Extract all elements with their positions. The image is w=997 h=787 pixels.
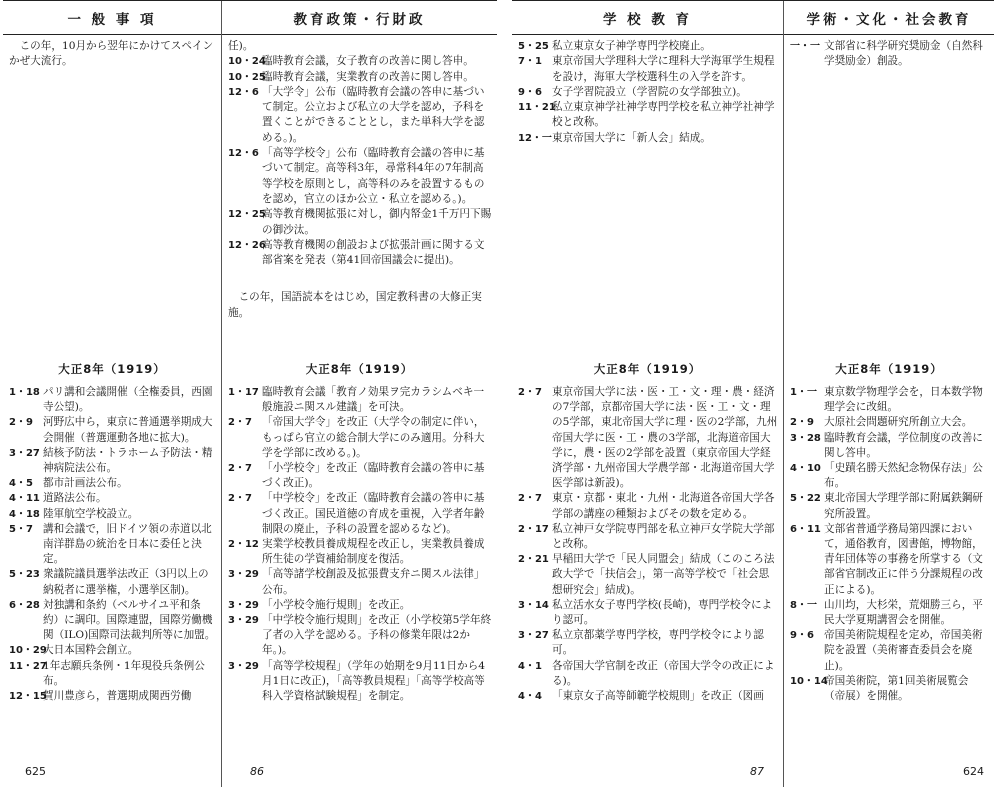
year-heading: 大正8年（1919） <box>835 362 943 376</box>
entry-date: 12・26 <box>228 239 266 251</box>
entry-text: 臨時教育会議，女子教育の改善に関し答申。 <box>262 55 474 68</box>
entry-date: 3・28 <box>790 432 821 444</box>
entry-text: 東京・京都・東北・九州・北海道各帝国大学各学部の講座の種類およびその数を定める。 <box>552 492 775 520</box>
chronology-entry <box>790 674 989 704</box>
chronology-entry <box>518 39 778 54</box>
entry-date: 2・9 <box>9 417 33 429</box>
entry-text: 「中学校令」を改正（臨時教育会議の答申に基づく改正。国民道徳の育成を重視，入学者年齢制限の廃止，予科の設置を認めるなど)。 <box>262 492 485 535</box>
chronology-entry <box>518 385 778 491</box>
entry-date: 5・22 <box>790 493 821 505</box>
entry-text: 対独講和条約（ベルサイユ平和条約）に調印。国際連盟，国際労働機関（ILO)国際司法裁判所等に加盟。 <box>43 598 216 642</box>
chronology-entry <box>790 461 989 491</box>
entry-text: 「中学校令施行規則」を改正（小学校第5学年終了者の入学を認める。予科の修業年限は2か年。)。 <box>262 614 492 657</box>
chronology-entry <box>518 689 778 704</box>
entry-date: 1・一 <box>790 387 817 398</box>
entry-text: 帝国美術院規程を定め，帝国美術院を設置（美術審査委員会を廃止)。 <box>824 629 983 672</box>
chronology-entry <box>9 522 216 568</box>
entry-text: 道路法公布。 <box>43 492 107 505</box>
chronology-entry <box>228 491 492 537</box>
upper-entries <box>222 35 497 321</box>
entry-date: 2・9 <box>790 417 814 429</box>
chronology-entry <box>9 446 216 476</box>
chronology-entry <box>228 207 492 238</box>
entry-date: 2・17 <box>518 523 549 535</box>
entry-date: 6・11 <box>790 523 821 535</box>
entry-text: 実業学校教員養成規程を改正し，実業教員養成所生徒の学資補給制度を復活。 <box>262 538 485 566</box>
entry-date: 2・7 <box>518 387 542 398</box>
entry-text: 帝国美術院，第1回美術展覧会（帝展）を開催。 <box>824 674 969 703</box>
page-number: 87 <box>750 765 764 778</box>
column-header: 学 校 教 育 <box>512 1 783 35</box>
entry-text: 高等教育機関の創設および拡張計画に関する文部省案を発表（第41回帝国議会に提出)。 <box>262 238 485 267</box>
entry-date: 2・7 <box>228 417 252 429</box>
chronology-entry <box>9 598 216 644</box>
year-heading: 大正8年（1919） <box>58 362 166 376</box>
entry-text: 「史蹟名勝天然紀念物保存法」公布。 <box>824 462 983 490</box>
entry-text: 陸軍航空学校設立。 <box>43 507 139 520</box>
note-paragraph: 任)。 <box>228 40 254 52</box>
chronology-entry <box>228 238 492 269</box>
chronology-entry <box>518 491 778 521</box>
chronology-entry <box>228 70 492 85</box>
entry-date: 2・21 <box>518 554 549 566</box>
entry-date: 4・18 <box>9 508 40 520</box>
entry-text: 河野広中ら，東京に普通選挙期成大会開催（普選運動各地に拡大)。 <box>43 416 213 444</box>
entry-text: 講和会議で，旧ドイツ領の赤道以北南洋群島の統治を日本に委任と決定。 <box>43 522 212 566</box>
chronology-entry <box>790 598 989 628</box>
entry-text: 「高等学校規程」（学年の始期を9月11日から4月1日に改正)，「高等教員規程」「高等学校高等科入学資格試験規程」を制定。 <box>262 659 485 703</box>
chronology-entry <box>9 689 216 704</box>
entry-date: 3・27 <box>518 630 549 642</box>
entry-date: 3・29 <box>228 615 259 627</box>
year-heading: 大正8年（1919） <box>305 362 414 376</box>
entry-text: 各帝国大学官制を改正（帝国大学令の改正による)。 <box>552 659 775 687</box>
chronology-entry <box>518 54 778 85</box>
entry-text: 山川均，大杉栄，荒畑勝三ら，平民大学夏期講習会を開催。 <box>824 598 983 627</box>
entry-date: 10・14 <box>790 675 828 687</box>
chronology-entry <box>9 385 216 415</box>
entry-text: 高等教育機関拡張に対し，御内帑金1千万円下賜の御沙汰。 <box>262 208 492 236</box>
entry-date: 3・29 <box>228 599 259 611</box>
entry-text: 臨時教育会議，学位制度の改善に関し答申。 <box>824 431 983 459</box>
entry-date: 7・1 <box>518 56 542 68</box>
chronology-entry <box>228 567 492 597</box>
entry-text: 文部省に科学研究奨励金（自然科学奨励金）創設。 <box>824 40 983 68</box>
entry-date: 8・一 <box>790 599 817 611</box>
chronology-entry <box>790 522 989 598</box>
chronology-entry <box>518 552 778 598</box>
entry-date: 3・27 <box>9 447 40 459</box>
entry-text: 「高等諸学校創設及拡張費支弁ニ関スル法律」公布。 <box>262 568 485 596</box>
lower-entries <box>222 385 497 704</box>
entry-text: 大原社会問題研究所創立大会。 <box>824 416 973 429</box>
page-number: 624 <box>963 765 984 778</box>
entry-text: 東京帝国大学に「新人会」結成。 <box>552 131 711 144</box>
chronology-entry <box>518 85 778 100</box>
chronology-entry <box>790 491 989 521</box>
chronology-entry <box>518 100 778 131</box>
entry-date: 2・7 <box>228 463 252 475</box>
chronology-entry <box>228 54 492 69</box>
entry-text: 結核予防法・トラホーム予防法・精神病院法公布。 <box>43 446 213 475</box>
entry-text: 早稲田大学で「民人同盟会」結成（このころ法政大学で「扶信会」，第一高等学校で「社会思想研究会」結成)。 <box>552 553 775 596</box>
entry-text: 東京帝国大学理科大学に理科大学海軍学生規程を設け，海軍大学校選科生の入学を許す。 <box>552 55 775 83</box>
chronology-entry <box>518 522 778 552</box>
entry-text: 女子学習院設立（学習院の女学部独立)。 <box>552 85 747 98</box>
chronology-entry <box>9 476 216 491</box>
chronology-entry <box>228 461 492 491</box>
upper-entries <box>784 35 994 70</box>
chronology-entry <box>228 598 492 613</box>
entry-text: 1年志願兵条例・1年現役兵条例公布。 <box>43 659 205 687</box>
chronology-entry <box>9 659 216 689</box>
entry-text: 臨時教育会議「教育ノ効果ヲ完カラシムベキ一般施設ニ関スル建議」を可決。 <box>262 386 485 414</box>
entry-text: 「大学令」公布（臨時教育会議の答申に基づいて制定。公立および私立の大学を認め，予科を置くことができることとし，また単科大学を認める。)。 <box>262 85 485 144</box>
chronology-entry <box>518 628 778 658</box>
entry-date: 5・25 <box>518 41 549 52</box>
entry-text: 「帝国大学令」を改正（大学令の制定に伴い，もっぱら官立の総合制大学にのみ適用。分科大学を学部に改める。)。 <box>262 416 485 459</box>
entry-date: 10・29 <box>9 645 47 657</box>
chronology-entry <box>790 415 989 430</box>
entry-date: 12・25 <box>228 209 266 221</box>
entry-text: 「高等学校令」公布（臨時教育会議の答申に基づいて制定。高等科3年，尋常科4年の7年制高等学校を原則とし，高等科のみを設置するものを認め，官立のほか公立・私立を認める。)。 <box>262 147 485 205</box>
entry-date: 9・6 <box>790 630 814 642</box>
entry-date: 2・12 <box>228 539 259 551</box>
entry-date: 12・15 <box>9 691 47 703</box>
entry-date: 6・28 <box>9 599 40 611</box>
chronology-entry <box>9 507 216 522</box>
entry-text: 東北帝国大学理学部に附属鉄鋼研究所設置。 <box>824 492 983 520</box>
column-header: 学術・文化・社会教育 <box>784 1 994 35</box>
entry-date: 5・7 <box>9 523 33 535</box>
entry-text: 「小学校令」を改正（臨時教育会議の答申に基づく改正)。 <box>262 462 485 490</box>
entry-text: 衆議院議員選挙法改正（3円以上の納税者に選挙権，小選挙区制)。 <box>43 568 209 596</box>
entry-date: 12・6 <box>228 86 259 98</box>
entry-date: 10・24 <box>228 56 266 68</box>
chronology-entry <box>790 385 989 415</box>
entry-text: 「東京女子高等師範学校規則」を改正（図画 <box>552 690 764 703</box>
entry-text: 臨時教育会議，実業教育の改善に関し答申。 <box>262 70 474 83</box>
chronology-entry <box>228 613 492 659</box>
page-number: 86 <box>250 765 264 778</box>
upper-entries <box>3 35 221 70</box>
entry-date: 2・7 <box>228 493 252 505</box>
entry-date: 3・14 <box>518 599 549 611</box>
entry-date: 10・25 <box>228 71 266 83</box>
year-heading: 大正8年（1919） <box>593 362 702 376</box>
chronology-entry <box>9 491 216 506</box>
entry-text: 東京数学物理学会を，日本数学物理学会に改組。 <box>824 386 983 414</box>
chronology-entry <box>228 385 492 415</box>
left-page <box>3 0 497 787</box>
chronology-entry <box>228 415 492 461</box>
entry-date: 11・27 <box>9 660 47 672</box>
entry-date: 3・29 <box>228 569 259 581</box>
page-number: 625 <box>25 765 46 778</box>
entry-date: 12・6 <box>228 148 259 160</box>
upper-entries <box>512 35 783 146</box>
chronology-entry <box>9 567 216 597</box>
chronology-entry <box>9 415 216 445</box>
chronology-entry <box>228 85 492 146</box>
entry-text: 文部省普通学務局第四課において，通俗教育，図書館，博物館，青年団体等の事務を所掌する（文部省官制改正に伴う分課規程の改正による)。 <box>824 522 983 596</box>
entry-date: 4・1 <box>518 660 542 672</box>
chronology-entry <box>228 537 492 567</box>
lower-entries <box>784 385 994 704</box>
entry-text: 私立神戸女学院専門部を私立神戸女学院大学部と改称。 <box>552 522 775 551</box>
entry-text: 私立東京神学社神学専門学校を私立神学社神学校と改称。 <box>552 101 775 129</box>
chronology-entry <box>790 431 989 461</box>
entry-date: 11・21 <box>518 102 556 114</box>
entry-date: 4・5 <box>9 478 33 490</box>
entry-date: 3・29 <box>228 660 259 672</box>
entry-date: 12・一 <box>518 132 552 144</box>
column-education-policy <box>222 1 497 787</box>
note-paragraph: この年，10月から翌年にかけてスペインかぜ大流行。 <box>9 40 214 68</box>
entry-date: 5・23 <box>9 569 40 581</box>
entry-text: 私立活水女子専門学校(長崎)，専門学校令により認可。 <box>552 598 773 627</box>
lower-entries <box>512 385 783 704</box>
chronology-entry <box>9 643 216 658</box>
entry-text: 「小学校令施行規則」を改正。 <box>262 598 411 611</box>
chronology-entry <box>790 39 989 70</box>
chronology-entry <box>228 146 492 207</box>
entry-date: 9・6 <box>518 86 542 98</box>
column-header: 一 般 事 項 <box>3 1 221 35</box>
chronology-entry <box>790 628 989 674</box>
entry-text: パリ講和会議開催（全権委員，西園寺公望)。 <box>43 386 213 414</box>
entry-date: 2・7 <box>518 493 542 505</box>
chronology-entry <box>518 131 778 146</box>
entry-text: 大日本国粋会創立。 <box>43 644 139 657</box>
chronology-entry <box>228 659 492 705</box>
chronology-entry <box>518 659 778 689</box>
column-school-education <box>512 1 784 787</box>
lower-entries <box>3 385 221 704</box>
note-paragraph: この年，国語読本をはじめ，国定教科書の大修正実施。 <box>228 291 482 319</box>
entry-text: 私立東京女子神学専門学校廃止。 <box>552 40 711 52</box>
column-header: 教育政策・行財政 <box>222 1 497 35</box>
chronology-entry <box>518 598 778 628</box>
entry-date: 1・18 <box>9 387 40 398</box>
entry-text: 東京帝国大学に法・医・工・文・理・農・経済の7学部，京都帝国大学に法・医・工・文・理の5学部，東北帝国大学に理・医の2学部，九州帝国大学に医・工・農の3学部，北海道帝国大学に，農・医の2学部を設置（東京帝国大学経済学部・九州帝国大学農学部・北海道帝国大学医学部は新設)。 <box>552 386 778 490</box>
column-academic-culture <box>784 1 994 787</box>
entry-date: 4・11 <box>9 493 40 505</box>
entry-date: 一・一 <box>790 41 820 52</box>
entry-date: 1・17 <box>228 387 259 398</box>
entry-text: 賀川豊彦ら，普選期成関西労働 <box>43 690 192 703</box>
entry-text: 都市計画法公布。 <box>43 477 128 490</box>
right-page <box>512 0 994 787</box>
column-general-affairs <box>3 1 222 787</box>
entry-date: 4・4 <box>518 691 542 703</box>
entry-date: 4・10 <box>790 463 821 475</box>
entry-text: 私立京都薬学専門学校，専門学校令により認可。 <box>552 629 764 657</box>
